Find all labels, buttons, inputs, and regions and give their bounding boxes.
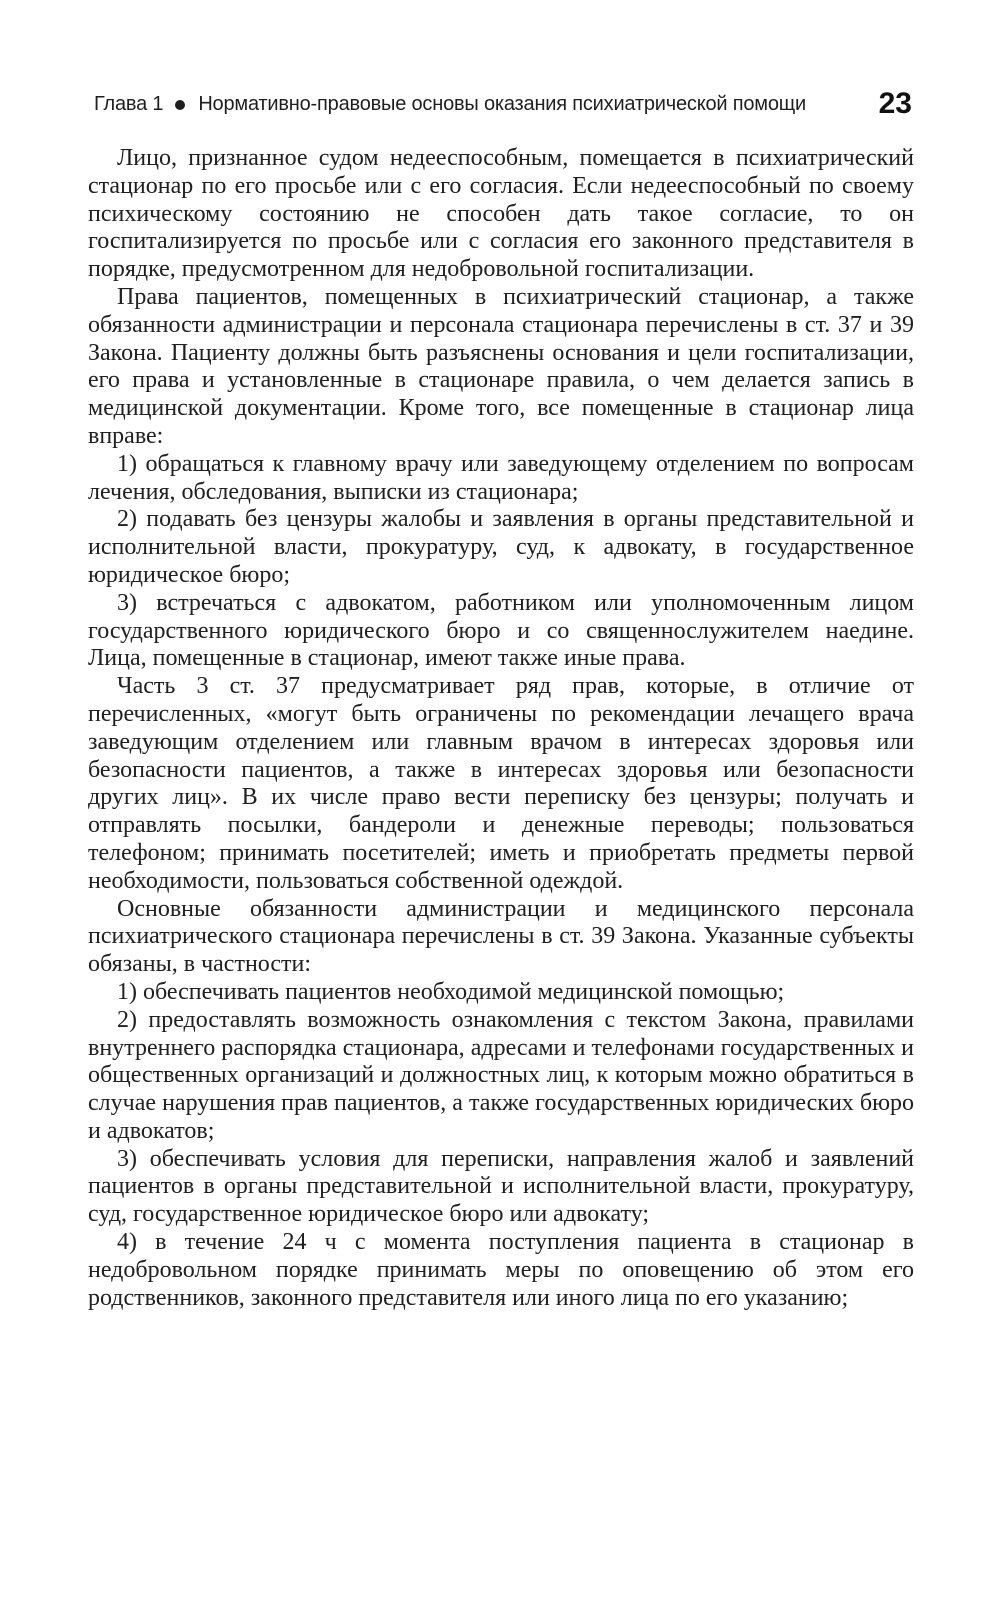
page-number: 23 <box>878 87 912 120</box>
list-item-duty-3: 3) обеспечивать условия для переписки, направления жалоб и заявлений пациентов в органы представительной и исполнительной власти, прокуратуру, суд, государственное юридическое бюро или адвокату; <box>88 1145 914 1228</box>
list-item-duty-1: 1) обеспечивать пациентов необходимой медицинской помощью; <box>117 978 785 1005</box>
list-item-right-3: 3) встречаться с адвокатом, работником или уполномоченным лицом государственного юридического бюро и со священнослужителем наедине. Лица, помещенные в стационар, имеют также иные права. <box>88 589 914 672</box>
bullet-separator-icon <box>175 100 185 110</box>
paragraph-restricted-rights: Часть 3 ст. 37 предусматривает ряд прав, которые, в отличие от перечисленных, «могут быть ограничены по рекомендации лечащего врача заведующим отделением или главным врачом в интересах здоровья или безопасности пациентов, а также в интересах здоровья или безопасности других лиц». В их числе право вести переписку без цензуры; получать и отправлять посылки, бандероли и денежные переводы; пользоваться телефоном; принимать посетителей; иметь и приобретать предметы первой необходимости, пользоваться собственной одеждой. <box>88 673 914 894</box>
body-text <box>88 145 914 1312</box>
chapter-label: Глава 1 <box>94 92 164 115</box>
running-header <box>94 86 912 122</box>
list-item-duty-2: 2) предоставлять возможность ознакомления с текстом Закона, правилами внутреннего распорядка стационара, адресами и телефонами государственных и общественных организаций и должностных лиц, к которым можно обратиться в случае нарушения прав пациентов, а также государственных юридических бюро и адвокатов; <box>88 1006 914 1144</box>
chapter-title: Нормативно-правовые основы оказания психиатрической помощи <box>198 92 806 115</box>
list-item-right-2: 2) подавать без цензуры жалобы и заявления в органы представительной и исполнительной власти, прокуратуру, суд, к адвокату, в государственное юридическое бюро; <box>88 506 914 588</box>
paragraph-administration-duties: Основные обязанности администрации и медицинского персонала психиатрического стационара перечислены в ст. 39 Закона. Указанные субъекты обязаны, в частности: <box>88 895 914 978</box>
paragraph-patient-rights: Права пациентов, помещенных в психиатрический стационар, а также обязанности администрации и персонала стационара перечислены в ст. 37 и 39 Закона. Пациенту должны быть разъяснены основания и цели госпитализации, его права и установленные в стационаре правила, о чем делается запись в медицинской документации. Кроме того, все помещенные в стационар лица вправе: <box>88 283 914 449</box>
paragraph-incapacitated-admission: Лицо, признанное судом недееспособным, помещается в психиатрический стационар по его просьбе или с его согласия. Если недееспособный по своему психическому состоянию не способен дать такое согласие, то он госпитализируется по просьбе или с согласия его законного представителя в порядке, предусмотренном для недобровольной госпитализации. <box>88 145 914 283</box>
chapter-heading <box>94 93 806 116</box>
list-item-duty-4: 4) в течение 24 ч с момента поступления пациента в стационар в недобровольном порядке принимать меры по оповещению об этом его родственников, законного представителя или иного лица по его указанию; <box>88 1229 914 1311</box>
list-item-right-1: 1) обращаться к главному врачу или заведующему отделением по вопросам лечения, обследования, выписки из стационара; <box>88 450 914 505</box>
